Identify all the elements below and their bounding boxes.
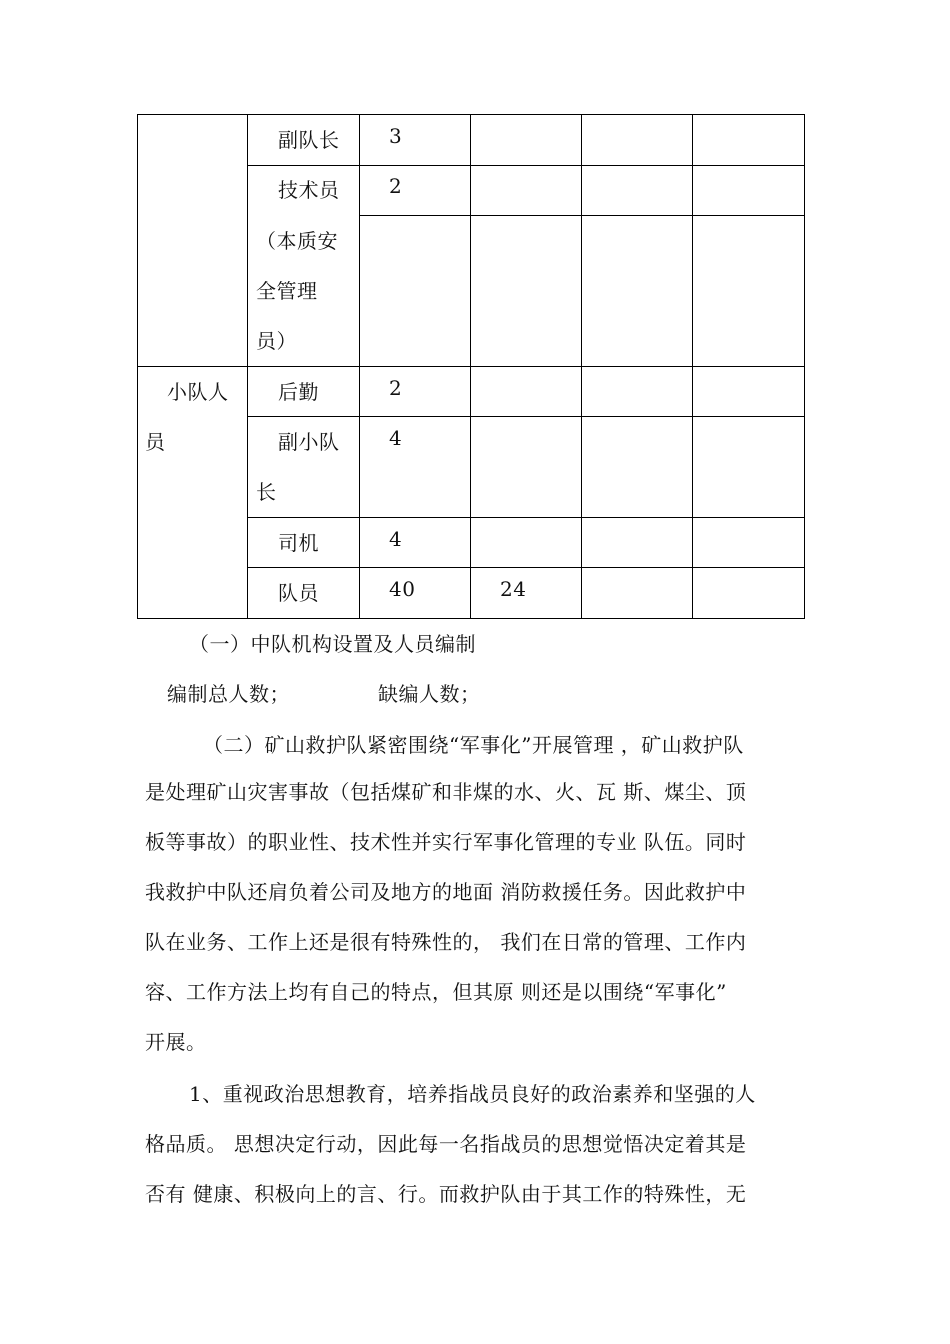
- para2-line: 开展。: [145, 1030, 207, 1054]
- role-driver: 司机: [278, 531, 319, 555]
- row-divider: [360, 165, 805, 166]
- row-divider: [248, 416, 805, 417]
- total-staff-label: 编制总人数；: [167, 682, 290, 706]
- para2-line: （二）矿山救护队紧密围绕“军事化”开展管理 ，矿山救护队: [203, 733, 744, 757]
- para3-line: 1、重视政治思想教育，培养指战员良好的政治素养和坚强的人: [189, 1082, 756, 1106]
- table-border-bottom: [137, 618, 805, 619]
- vacancy-label: 缺编人数；: [378, 682, 481, 706]
- para2-line: 板等事故）的职业性、技术性并实行军事化管理的专业 队伍。同时: [145, 830, 747, 854]
- table-border-left: [137, 114, 138, 619]
- role-technician-line2: （本质安: [256, 229, 338, 253]
- role-deputy-captain: 副队长: [278, 128, 340, 152]
- para2-line: 我救护中队还肩负着公司及地方的地面 消防救援任务。因此救护中: [145, 880, 747, 904]
- count-deputy-captain: 3: [389, 124, 403, 148]
- role-logistics: 后勤: [278, 380, 319, 404]
- section-title: （一）中队机构设置及人员编制: [189, 632, 476, 656]
- col-divider: [359, 114, 360, 619]
- table-border-top: [137, 114, 805, 115]
- role-technician-line3: 全管理: [256, 279, 318, 303]
- para3-line: 格品质。 思想决定行动，因此每一名指战员的思想觉悟决定着其是: [145, 1132, 747, 1156]
- count-driver: 4: [389, 527, 403, 551]
- count-member: 40: [389, 577, 416, 601]
- group-divider: [137, 366, 805, 367]
- col-divider: [692, 114, 693, 619]
- staffing-table: [0, 0, 950, 640]
- col-divider: [247, 114, 248, 619]
- role-member: 队员: [278, 581, 319, 605]
- count-logistics: 2: [389, 376, 403, 400]
- para2-line: 容、工作方法上均有自己的特点，但其原 则还是以围绕“军事化”: [145, 980, 727, 1004]
- col-divider: [581, 114, 582, 619]
- table-border-right: [804, 114, 805, 619]
- role-deputy-squad-leader-line1: 副小队: [278, 430, 340, 454]
- count-technician: 2: [389, 174, 403, 198]
- role-deputy-squad-leader-line2: 长: [256, 480, 277, 504]
- para2-line: 队在业务、工作上还是很有特殊性的， 我们在日常的管理、工作内: [145, 930, 747, 954]
- para2-line: 是处理矿山灾害事故（包括煤矿和非煤的水、火、瓦 斯、煤尘、顶: [145, 780, 747, 804]
- row-divider: [248, 567, 805, 568]
- group-label-line1: 小队人: [167, 380, 229, 404]
- row-divider: [248, 517, 805, 518]
- para3-line: 否有 健康、积极向上的言、行。而救护队由于其工作的特殊性，无: [145, 1182, 747, 1206]
- row-divider: [248, 165, 360, 166]
- group-label-line2: 员: [145, 430, 166, 454]
- row-divider: [360, 215, 805, 216]
- role-technician-line1: 技术员: [278, 178, 340, 202]
- actual-member: 24: [500, 577, 527, 601]
- count-deputy-squad-leader: 4: [389, 426, 403, 450]
- role-technician-line4: 员）: [256, 329, 297, 353]
- col-divider: [470, 114, 471, 619]
